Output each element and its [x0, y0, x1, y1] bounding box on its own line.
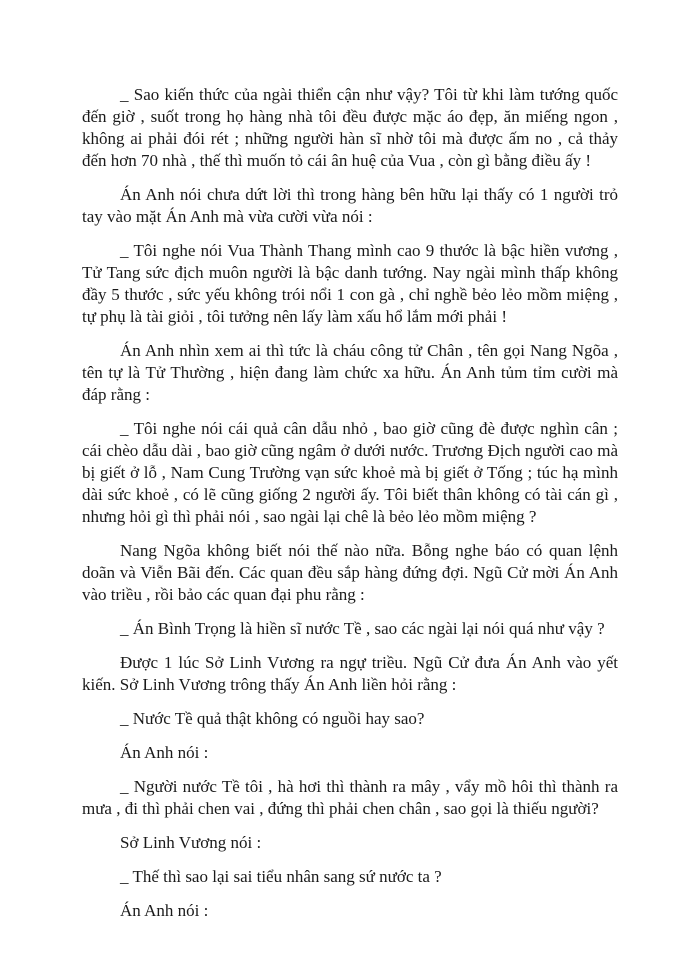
paragraph: _ Tôi nghe nói cái quả cân dẫu nhỏ , bao giờ cũng đè được nghìn cân ; cái chèo dẫu dài , bao giờ cũng ngâm ở dưới nước. Trương Địch người cao mà bị giết ở lỗ , Nam Cung Trường vạn sức khoẻ mà bị giết ở Tống ; túc hạ mình dài sức khoẻ , có lẽ cũng giống 2 người ấy. Tôi biết thân không có tài cán gì , nhưng hỏi gì thì phải nói , sao ngài lại chê là bẻo lẻo mồm miệng ? [82, 419, 618, 526]
paragraph: _ Nước Tề quả thật không có nguồi hay sao? [120, 709, 425, 728]
paragraph: _ Tôi nghe nói Vua Thành Thang mình cao 9 thước là bậc hiền vương , Tử Tang sức địch muôn người là bậc danh tướng. Nay ngài mình thấp không đầy 5 thước , sức yếu không trói nổi 1 con gà , chỉ nghề bẻo lẻo mồm miệng , tự phụ là tài giỏi , tôi tưởng nên lấy làm xấu hổ lắm mới phải ! [82, 241, 618, 326]
paragraph: Được 1 lúc Sở Linh Vương ra ngự triều. Ngũ Cử đưa Án Anh vào yết kiến. Sở Linh Vương trông thấy Án Anh liền hỏi rằng : [82, 653, 618, 694]
paragraph: _ Án Bình Trọng là hiền sĩ nước Tề , sao các ngài lại nói quá như vậy ? [120, 619, 605, 638]
paragraph: Án Anh nhìn xem ai thì tức là cháu công tử Chân , tên gọi Nang Ngõa , tên tự là Tử Thường , hiện đang làm chức xa hữu. Án Anh tủm tỉm cười mà đáp rằng : [82, 341, 618, 404]
document-page [82, 84, 618, 934]
paragraph: Sở Linh Vương nói : [120, 833, 262, 852]
paragraph: Án Anh nói chưa dứt lời thì trong hàng bên hữu lại thấy có 1 người trỏ tay vào mặt Án Anh mà vừa cười vừa nói : [82, 185, 618, 226]
paragraph: Nang Ngõa không biết nói thế nào nữa. Bỗng nghe báo có quan lệnh doãn và Viễn Bãi đến. Các quan đều sắp hàng đứng đợi. Ngũ Cử mời Án Anh vào triều , rồi bảo các quan đại phu rằng : [82, 541, 618, 604]
paragraph: _ Người nước Tề tôi , hà hơi thì thành ra mây , vẩy mồ hôi thì thành ra mưa , đi thì phải chen vai , đứng thì phải chen chân , sao gọi là thiếu người? [82, 777, 618, 818]
paragraph: _ Sao kiến thức của ngài thiển cận như vậy? Tôi từ khi làm tướng quốc đến giờ , suốt trong họ hàng nhà tôi đều được mặc áo đẹp, ăn miếng ngon , không ai phải đói rét ; những người hàn sĩ nhờ tôi mà được ấm no , cả thảy đến hơn 70 nhà , thế thì muốn tỏ cái ân huệ của Vua , còn gì bằng điều ấy ! [82, 85, 618, 170]
paragraph: Án Anh nói : [120, 743, 209, 762]
paragraph: _ Thế thì sao lại sai tiểu nhân sang sứ nước ta ? [120, 867, 442, 886]
paragraph: Án Anh nói : [120, 901, 209, 920]
